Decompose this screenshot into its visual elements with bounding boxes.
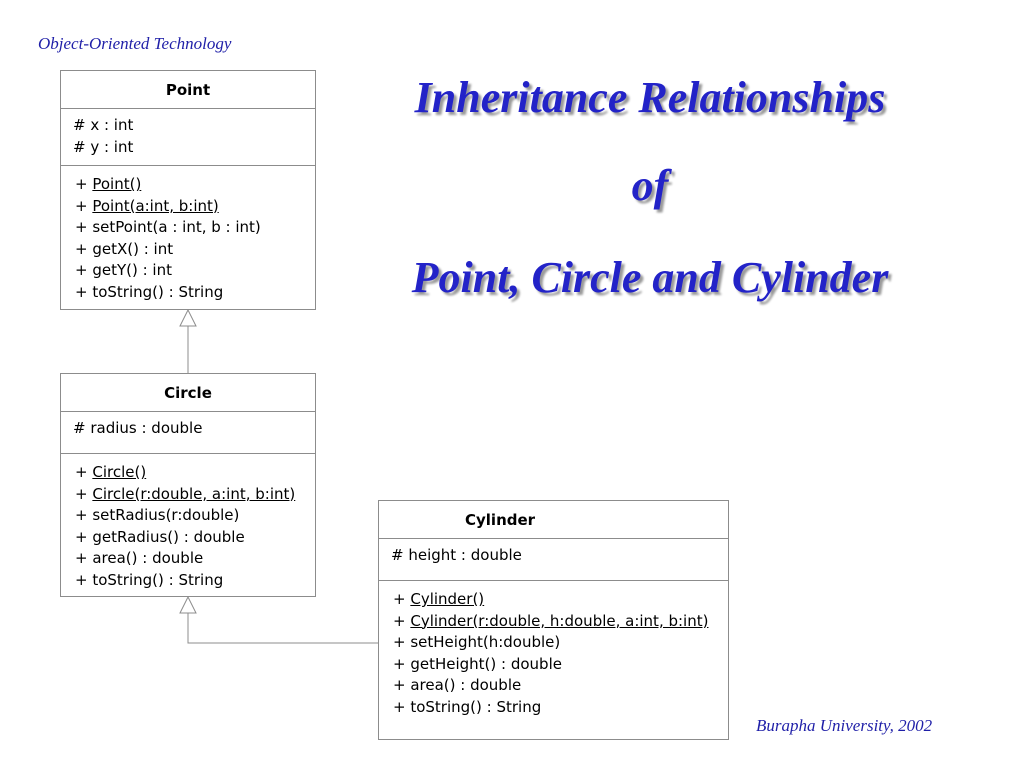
operation-line [75,548,315,570]
operation-line [75,505,315,527]
visibility-marker: + [75,196,93,215]
visibility-marker: + [393,676,411,694]
operation-line [393,611,728,633]
operation-line [75,260,315,282]
method-signature: getY() : int [92,261,172,279]
class-cylinder [378,500,729,740]
visibility-marker: + [75,463,93,481]
constructor-signature: Point() [92,175,142,193]
operation-line [393,632,728,654]
operation-line [75,196,315,218]
visibility-marker: + [75,261,93,279]
class-circle-name: Circle [61,374,315,412]
attribute-line: # y : int [73,137,134,156]
visibility-marker: + [75,484,93,503]
visibility-marker: + [75,175,93,193]
visibility-marker: + [75,527,93,546]
method-signature: setHeight(h:double) [410,633,561,651]
class-circle-attributes [61,412,315,454]
operation-line [393,675,728,697]
operation-line [75,484,315,506]
operation-line [75,527,315,549]
operation-line [393,589,728,611]
slide-title-line-3: Point, Circle and Cylinder [411,253,889,302]
method-signature: getHeight() : double [410,654,562,673]
constructor-signature: Circle() [92,463,147,481]
operation-line [75,174,315,196]
attribute-line: # height : double [391,546,522,564]
visibility-marker: + [393,590,411,608]
visibility-marker: + [393,697,411,716]
attribute-line: # x : int [73,116,134,134]
operation-line [393,697,728,719]
visibility-marker: + [393,611,411,630]
method-signature: area() : double [410,676,522,694]
class-circle [60,373,316,597]
visibility-marker: + [393,654,411,673]
point-generalization-arrowhead [180,310,196,326]
visibility-marker: + [75,218,93,236]
class-point [60,70,316,310]
cylinder-to-circle-line [188,613,378,643]
footer-credit: Burapha University, 2002 [756,716,933,735]
class-point-name: Point [61,71,315,109]
operation-line [75,282,315,304]
method-signature: toString() : String [92,282,224,301]
class-point-attributes [61,109,315,166]
class-circle-operations [61,454,315,591]
circle-generalization-arrowhead [180,597,196,613]
constructor-signature: Cylinder() [410,590,485,608]
method-signature: setRadius(r:double) [92,506,240,524]
class-point-operations [61,166,315,303]
visibility-marker: + [75,506,93,524]
operation-line [75,239,315,261]
method-signature: setPoint(a : int, b : int) [92,218,261,236]
visibility-marker: + [75,239,93,258]
operation-line [75,462,315,484]
constructor-signature: Circle(r:double, a:int, b:int) [92,484,296,503]
method-signature: area() : double [92,549,204,567]
slide-title-line-2: of [631,161,669,210]
operation-line [75,570,315,592]
attribute-line: # radius : double [73,419,203,437]
method-signature: toString() : String [410,697,542,716]
method-signature: toString() : String [92,570,224,589]
method-signature: getX() : int [92,239,174,258]
class-cylinder-name: Cylinder [379,501,728,539]
constructor-signature: Cylinder(r:double, h:double, a:int, b:int) [410,611,709,630]
visibility-marker: + [75,549,93,567]
operation-line [75,217,315,239]
class-cylinder-operations [379,581,728,718]
class-cylinder-attributes [379,539,728,581]
operation-line [393,654,728,676]
slide-title-line-1: Inheritance Relationships [414,73,886,122]
visibility-marker: + [75,282,93,301]
visibility-marker: + [75,570,93,589]
course-title: Object-Oriented Technology [38,34,232,53]
method-signature: getRadius() : double [92,527,245,546]
visibility-marker: + [393,633,411,651]
constructor-signature: Point(a:int, b:int) [92,196,219,215]
